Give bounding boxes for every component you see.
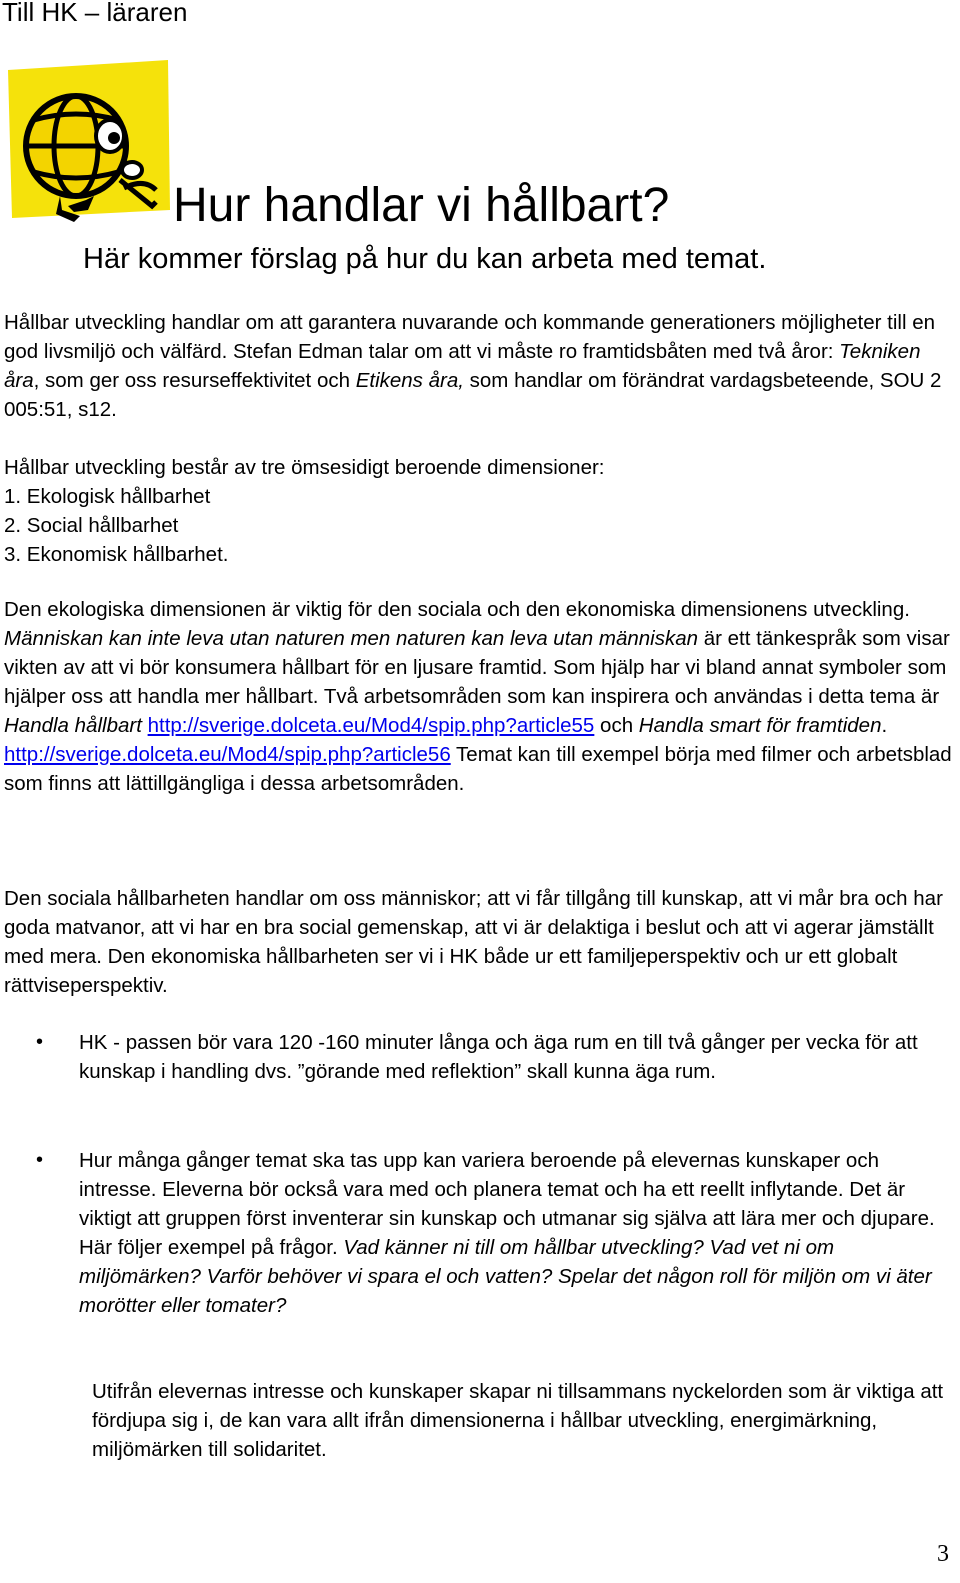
page-number: 3 [937,1541,949,1567]
link-article55[interactable]: http://sverige.dolceta.eu/Mod4/spip.php?article55 [147,714,595,737]
italic-run: Tekniken åra [4,340,921,392]
text-run: Hållbar utveckling handlar om att garantera nuvarande och kommande generationers möjligheter till en god livsmiljö och välfärd. Stefan Edman talar om att vi måste ro framtidsbåten med två åror: [4,311,935,363]
bullet-marker: • [36,1031,44,1053]
page-header: Till HK – läraren [2,0,188,27]
dimension-item: 3. Ekonomisk hållbarhet. [4,543,229,566]
keywords-paragraph: Utifrån elevernas intresse och kunskaper skapar ni tillsammans nyckelorden som är viktiga att fördjupa sig i, de kan vara allt ifrån dimensionerna i hållbar utveckling, energimärkning, miljömärken till solidaritet. [92,1380,944,1461]
italic-run: Handla smart för framtiden [638,714,882,737]
dimensions-paragraph [4,453,958,569]
italic-run: Etikens åra, [355,369,464,392]
italic-questions: Vad känner ni till om hållbar utveckling? Vad vet ni om miljömärken? Varför behöver vi spara el och vatten? Spelar det någon roll för miljön om vi äter morötter eller tomater? [79,1236,932,1317]
page-title: Hur handlar vi hållbart? [173,179,670,232]
list-item-text [79,1146,949,1320]
page-subtitle: Här kommer förslag på hur du kan arbeta med temat. [83,243,767,275]
link-article56[interactable]: http://sverige.dolceta.eu/Mod4/spip.php?article56 [4,743,451,766]
text-run: och [594,714,639,737]
globe-mascot-icon [4,60,172,230]
text-run: , som ger oss resurseffektivitet och [33,369,356,392]
dimension-item: 1. Ekologisk hållbarhet [4,485,211,508]
social-paragraph: Den sociala hållbarheten handlar om oss människor; att vi får tillgång till kunskap, att vi mår bra och har goda matvanor, att vi har en bra social gemenskap, att vi är delaktiga i beslut och att vi agerar jämställt med mera. Den ekonomiska hållbarheten ser vi i HK både ur ett familjeperspektiv och ur ett globalt rättviseperspektiv. [4,887,943,997]
bullet-marker: • [36,1149,44,1171]
list-item-text: HK - passen bör vara 120 -160 minuter långa och äga rum en till två gånger per vecka för att kunskap i handling dvs. ”görande med reflektion” skall kunna äga rum. [79,1031,918,1083]
italic-run: Handla hållbart [4,714,142,737]
ecological-paragraph [4,595,958,798]
italic-run: Människan kan inte leva utan naturen men naturen kan leva utan människan [4,627,699,650]
text-run: Temat kan till exempel börja med filmer och arbetsblad som finns att lättillgängliga i dessa arbetsområden. [4,743,952,795]
text-run: Hur många gånger temat ska tas upp kan variera beroende på elevernas kunskaper och intresse. Eleverna bör också vara med och planera temat och ha ett reellt inflytande. Det är viktigt att gruppen först inventerar sin kunskap och utmanar sig själva att lära mer och djupare. Här följer exempel på frågor. [79,1149,935,1259]
dimensions-intro: Hållbar utveckling består av tre ömsesidigt beroende dimensioner: [4,456,605,479]
text-run: som handlar om förändrat vardagsbeteende, SOU 2 005:51, s12. [4,369,942,421]
intro-paragraph [4,308,958,424]
text-run: Den ekologiska dimensionen är viktig för den sociala och den ekonomiska dimensionens utveckling. [4,598,910,621]
text-run: . [881,714,888,737]
text-run: är ett tänkespråk som visar vikten av att vi bör konsumera hållbart för en ljusare framtid. Som hjälp har vi bland annat symboler som hjälper oss att handla mer hållbart. Två arbetsområden som kan inspirera och användas i detta tema är [4,627,950,708]
dimension-item: 2. Social hållbarhet [4,514,179,537]
